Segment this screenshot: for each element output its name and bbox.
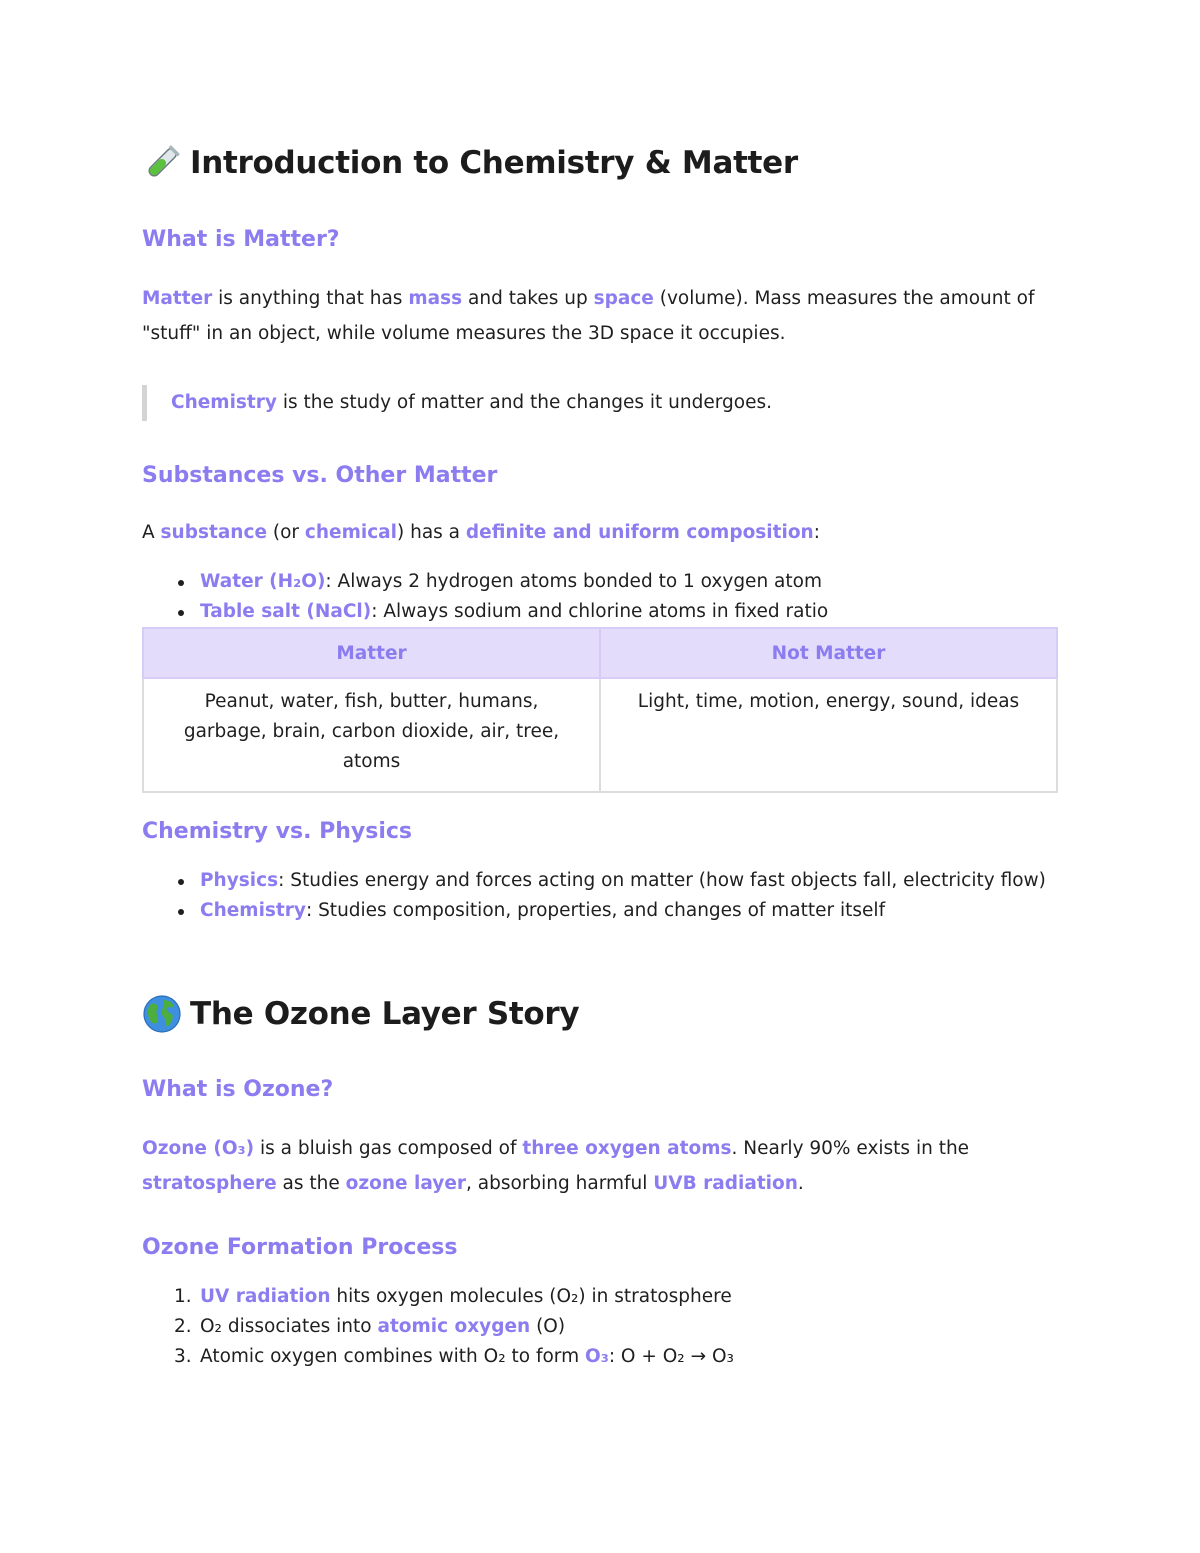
list-item-term: Water (H₂O)	[200, 571, 326, 592]
table-header-matter: Matter	[143, 628, 600, 678]
substance-paragraph	[142, 515, 1058, 550]
step-number: 3.	[174, 1346, 192, 1367]
heading-what-is-ozone: What is Ozone?	[142, 1077, 334, 1102]
list-item	[142, 896, 1058, 926]
step-text: : O + O₂ → O₃	[608, 1346, 734, 1367]
term-chemistry: Chemistry	[171, 392, 277, 413]
list-item-text: : Studies energy and forces acting on matter (how fast objects fall, electricity flow)	[278, 870, 1046, 891]
list-item-text: : Studies composition, properties, and changes of matter itself	[305, 900, 886, 921]
list-item-text: : Always 2 hydrogen atoms bonded to 1 oxygen atom	[325, 571, 822, 592]
text-run: . Nearly 90% exists in the	[731, 1138, 970, 1159]
term-ozone-layer: ozone layer	[345, 1173, 466, 1194]
step-term: UV radiation	[200, 1286, 331, 1307]
term-mass: mass	[408, 288, 463, 309]
term-space: space	[593, 288, 654, 309]
step-text: Atomic oxygen combines with O₂ to form	[200, 1346, 585, 1367]
list-item	[142, 866, 1058, 896]
section-title-ozone	[142, 994, 579, 1034]
text-run: (or	[267, 522, 305, 543]
term-substance: substance	[160, 522, 267, 543]
text-run: is anything that has	[212, 288, 409, 309]
text-run: and takes up	[462, 288, 594, 309]
list-item	[142, 567, 1058, 597]
globe-icon	[142, 994, 182, 1034]
table-header-row	[143, 628, 1057, 678]
list-item-term: Physics	[200, 870, 279, 891]
text-run: ) has a	[397, 522, 466, 543]
step-term: O₃	[584, 1346, 609, 1367]
heading-ozone-formation: Ozone Formation Process	[142, 1235, 458, 1260]
ozone-definition-paragraph	[142, 1131, 1058, 1201]
step-term: atomic oxygen	[377, 1316, 531, 1337]
step-text: hits oxygen molecules (O₂) in stratosphere	[330, 1286, 732, 1307]
text-run: (volume). Mass measures the amount of "stuff" in an object, while volume measures the 3D space it occupies.	[142, 288, 1035, 344]
list-item	[142, 1312, 1058, 1342]
table-cell: Light, time, motion, energy, sound, ideas	[600, 678, 1057, 792]
heading-substances: Substances vs. Other Matter	[142, 463, 498, 488]
section-title: The Ozone Layer Story	[190, 996, 580, 1032]
list-item	[142, 597, 1058, 627]
table-header-not-matter: Not Matter	[600, 628, 1057, 678]
table-cell: Peanut, water, fish, butter, humans, garbage, brain, carbon dioxide, air, tree, atoms	[143, 678, 600, 792]
step-number: 1.	[174, 1286, 192, 1307]
term-ozone: Ozone (O₃)	[142, 1138, 255, 1159]
term-chemical: chemical	[304, 522, 397, 543]
text-run: is the study of matter and the changes it undergoes.	[276, 392, 772, 413]
term-stratosphere: stratosphere	[142, 1173, 277, 1194]
section-title-chemistry	[142, 143, 798, 183]
test-tube-icon	[142, 143, 182, 183]
text-run: A	[142, 522, 161, 543]
text-run: .	[797, 1173, 804, 1194]
chemistry-physics-list	[142, 866, 1058, 926]
list-item-term: Chemistry	[200, 900, 306, 921]
step-text: (O)	[530, 1316, 566, 1337]
heading-chemistry-vs-physics: Chemistry vs. Physics	[142, 819, 413, 844]
list-item-term: Table salt (NaCl)	[200, 601, 372, 622]
term-matter: Matter	[142, 288, 213, 309]
substance-examples-list	[142, 567, 1058, 627]
step-number: 2.	[174, 1316, 192, 1337]
matter-table	[142, 627, 1058, 793]
list-item	[142, 1342, 1058, 1372]
list-item-text: : Always sodium and chlorine atoms in fixed ratio	[371, 601, 829, 622]
matter-definition-paragraph	[142, 281, 1058, 351]
term-three-oxygen-atoms: three oxygen atoms	[522, 1138, 732, 1159]
chemistry-definition-quote	[142, 385, 1071, 421]
text-run: :	[813, 522, 820, 543]
term-definite-composition: definite and uniform composition	[465, 522, 814, 543]
page-title: Introduction to Chemistry & Matter	[190, 145, 798, 181]
text-run: is a bluish gas composed of	[254, 1138, 523, 1159]
ozone-formation-steps	[142, 1282, 1058, 1372]
text-run: as the	[276, 1173, 346, 1194]
heading-what-is-matter: What is Matter?	[142, 227, 340, 252]
text-run: , absorbing harmful	[466, 1173, 654, 1194]
step-text: O₂ dissociates into	[200, 1316, 378, 1337]
list-item	[142, 1282, 1058, 1312]
table-row	[143, 678, 1057, 792]
term-uvb-radiation: UVB radiation	[653, 1173, 798, 1194]
